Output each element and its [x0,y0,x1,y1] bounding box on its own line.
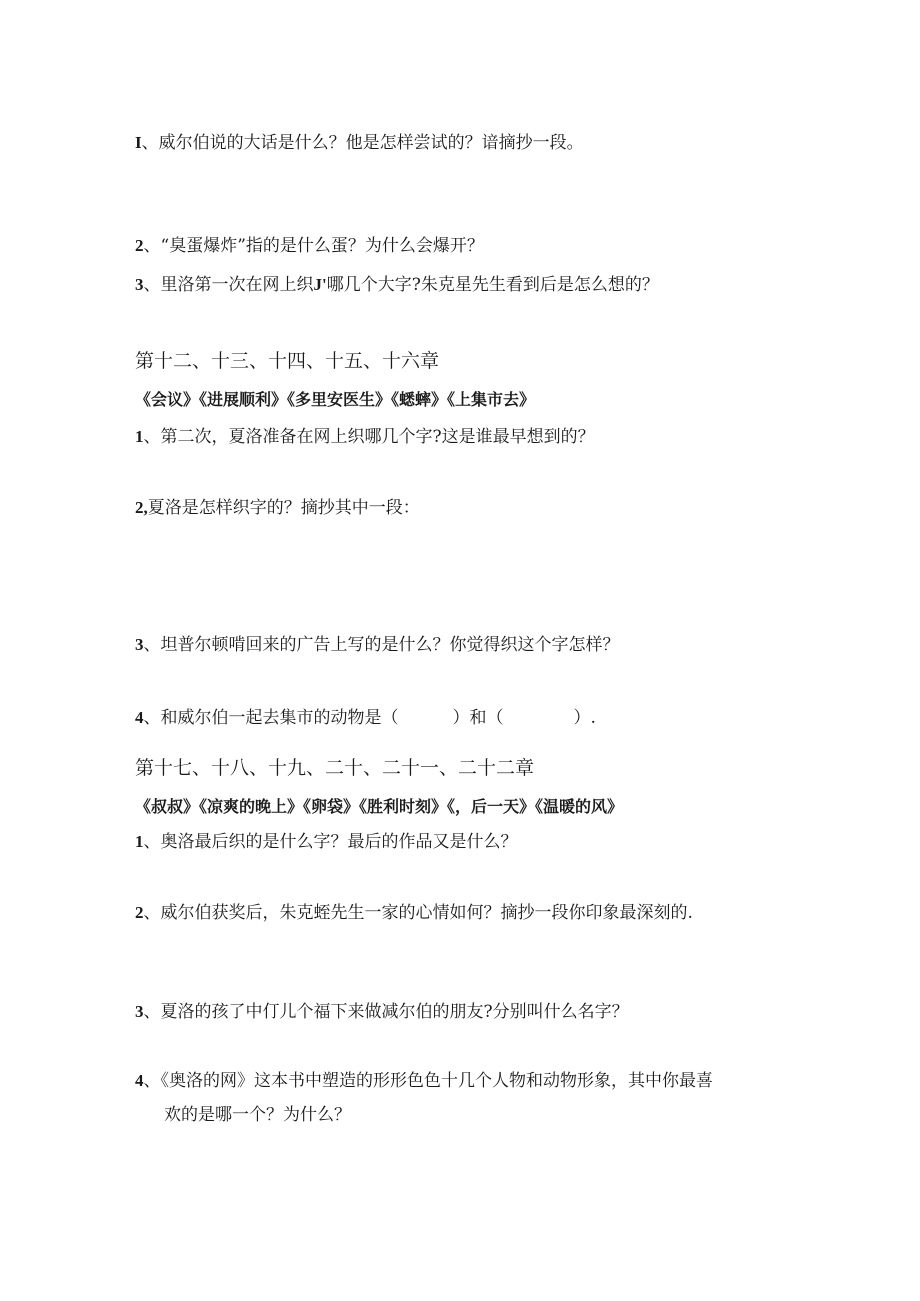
question-text: 、和威尔伯一起去集市的动物是（ [143,708,399,728]
question-text: 夏洛是怎样织字的？摘抄其中一段： [147,498,420,518]
question-text: 、坦普尔顿啃回来的广告上写的是什么？你觉得织这个字怎样？ [143,635,620,655]
question-text: 、《奥洛的网》这本书中塑造的形形色色十几个人物和动物形象，其中你最喜 [143,1071,713,1091]
question-number: I [135,133,142,152]
question-number: 3 [135,635,144,654]
question-text: 、威尔伯获奖后，朱克蛭先生一家的心情如何？摘抄一段你印象最深刻的. [143,903,693,923]
chapter-titles: 《叔叔》《凉爽的晚上》《卵袋》《胜利时刻》《，后一天》《温暖的风》 [135,797,624,816]
question-text: 、第二次，夏洛准备在网上织哪几个字?这是谁最早想到的？ [143,427,595,447]
question-number: 1 [135,427,144,446]
question-4-line [135,706,596,730]
question-1-line [135,131,584,155]
question-2-line [135,496,420,520]
question-text: 、里洛第一次在网上织 [143,275,314,295]
question-number: 3 [135,1002,144,1021]
question-number: 2 [135,903,144,922]
question-text: 、威尔伯说的大话是什么？他是怎样尝试的？谙摘抄一段。 [141,133,584,153]
question-text: 、奥洛最后织的是什么字？最后的作品又是什么？ [143,832,518,852]
question-number: 2, [135,498,148,517]
question-number: 3 [135,275,144,294]
chapter-titles: 《会议》《进展顺利》《多里安医生》《蟋蟀》《上集市去》 [135,390,536,409]
question-number: 4 [135,708,144,727]
question-text-artifact: J' [313,275,327,294]
chapter-heading: 第十七、十八、十九、二十、二十一、二十二章 [135,757,535,779]
question-2-line [135,234,484,258]
question-text: ）和（ [452,708,504,728]
question-text: 、“臭蛋爆炸”指的是什么蛋？为什么会爆开？ [143,236,484,256]
question-text: 、夏洛的孩了中仃儿个福下来做减尔伯的朋友?分别叫什么名字？ [143,1002,629,1022]
question-1-line [135,830,518,854]
question-3-line [135,633,620,657]
chapter-heading: 第十二、十三、十四、十五、十六章 [135,350,440,372]
question-4-line [135,1069,713,1093]
question-4-continuation: 欢的是哪一个？为什么？ [164,1105,351,1125]
question-text: ）. [573,708,596,728]
question-number: 4 [135,1071,144,1090]
question-number: 1 [135,832,144,851]
question-3-line [135,273,659,297]
question-number: 2 [135,236,144,255]
question-text: 哪几个大字?朱克星先生看到后是怎么想的？ [326,275,659,295]
question-2-line [135,901,693,925]
question-3-line [135,1000,629,1024]
question-1-line [135,425,595,449]
